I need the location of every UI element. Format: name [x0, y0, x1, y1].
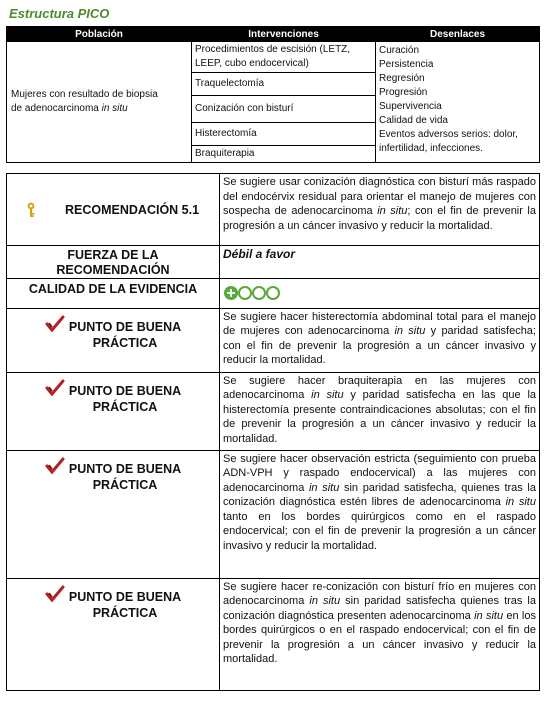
checkmark-icon [45, 315, 65, 333]
intervencion-histerectomia: Histerectomía [192, 123, 376, 146]
rec-text-a: Se sugiere usar conización diagnóstica con bisturí más raspado del endocérvix residual para orientar el manejo de mujeres con sospecha de adenocarcinoma [223, 176, 536, 217]
calidad-label-cell [7, 279, 220, 309]
fuerza-label: FUERZA DE LA RECOMENDACIÓN [56, 248, 170, 277]
desenlace-item: Progresión [379, 87, 428, 98]
bp-label: PUNTO DE BUENA PRÁCTICA [68, 589, 182, 620]
calidad-value-cell [220, 279, 540, 309]
pr3-i: in situ [308, 481, 340, 494]
intervencion-traquelectomia: Traquelectomía [192, 73, 376, 96]
desenlace-item: Calidad de vida [379, 115, 448, 126]
pico-title: Estructura PICO [9, 6, 110, 21]
pr4-i2: in situ [474, 609, 504, 622]
intervencion-escision: Procedimientos de escisión (LETZ, LEEP, cubo endocervical) [192, 42, 376, 73]
bp-label-cell [7, 450, 220, 578]
header-desenlaces: Desenlaces [376, 27, 540, 42]
rec-text-b: ; con el fin de prevenir la progresión a un cáncer invasivo y reducir la mortalidad. [223, 205, 536, 232]
pr4-b: sin paridad satisfecha quienes tras la conización diagnóstica presenten adenocarcinoma [223, 595, 536, 622]
pr4-c: en los bordes quirúrgicos o en el raspado endocervical; con el fin de prevenir la progresión a un cáncer invasivo y reducir la mortalidad. [223, 609, 536, 665]
bp-label-cell [7, 578, 220, 690]
poblacion-line2: de adenocarcinoma [11, 103, 102, 114]
pr1-a: Se sugiere hacer histerectomía abdominal total para el manejo de mujeres con adenocarcinoma [223, 310, 536, 337]
recommendation-table [6, 173, 540, 691]
quality-circle-empty [253, 287, 265, 299]
pr2-i: in situ [311, 389, 344, 401]
desenlace-item: Persistencia [379, 59, 434, 70]
bp-label: PUNTO DE BUENA PRÁCTICA [68, 461, 182, 492]
pr4-i: in situ [309, 595, 341, 607]
practice-text-3 [220, 450, 540, 578]
bp-label: PUNTO DE BUENA PRÁCTICA [68, 383, 182, 414]
bp-label-cell [7, 372, 220, 450]
quality-circle-empty [267, 287, 279, 299]
intervencion-braquiterapia: Braquiterapia [192, 146, 376, 163]
pr3-b: sin paridad satisfecha, quienes tras la conización diagnóstica estén libres de adenocarcinoma [223, 481, 536, 508]
bp-label-cell [7, 308, 220, 372]
pr1-b: y paridad satisfecha; con el fin de prevenir la progresión a un cáncer invasivo y reducir la mortalidad. [223, 325, 536, 366]
practice-text-1 [220, 308, 540, 372]
checkmark-icon [45, 457, 65, 475]
pr2-a: Se sugiere hacer braquiterapia en las mujeres con adenocarcinoma [223, 374, 536, 401]
desenlace-item: Eventos adversos serios: dolor, infertilidad, infecciones. [379, 129, 518, 154]
desenlace-item: Supervivencia [379, 101, 442, 112]
recommendation-label-cell [7, 174, 220, 246]
rec-text-italic: in situ [377, 205, 408, 217]
practice-text-4 [220, 578, 540, 690]
calidad-label: CALIDAD DE LA EVIDENCIA [28, 282, 198, 296]
quality-circles [223, 284, 283, 302]
checkmark-icon [45, 585, 65, 603]
intervencion-conizacion: Conización con bisturí [192, 96, 376, 123]
pr3-a: Se sugiere hacer observación estricta (seguimiento con prueba ADN-VPH y raspado endocervical) a las mujeres con adenocarcinoma [223, 452, 536, 494]
poblacion-line1: Mujeres con resultado de biopsia [11, 89, 158, 100]
pr4-a: Se sugiere hacer re-conización con bisturí frío en mujeres con adenocarcinoma [223, 580, 536, 607]
fuerza-value: Débil a favor [223, 247, 296, 261]
pico-table [6, 26, 540, 163]
desenlace-item: Regresión [379, 73, 425, 84]
pr2-b: y paridad satisfecha en las que la histerectomía presente contraindicaciones absolutas; con el fin de prevenir la progresión a un cáncer invasivo y reducir la mortalidad. [223, 389, 537, 445]
poblacion-cell [7, 42, 192, 163]
fuerza-value-cell [220, 246, 540, 279]
pr1-i: in situ [394, 325, 426, 337]
checkmark-icon [45, 379, 65, 397]
practice-text-2 [220, 372, 540, 450]
poblacion-italic: in situ [101, 103, 128, 114]
desenlace-item: Curación [379, 45, 420, 56]
recommendation-text [220, 174, 540, 246]
header-poblacion: Población [7, 27, 192, 42]
key-icon [25, 202, 37, 218]
bp-label: PUNTO DE BUENA PRÁCTICA [68, 319, 182, 350]
desenlaces-cell [376, 42, 540, 163]
fuerza-label-cell [7, 246, 220, 279]
quality-circle-empty [239, 287, 251, 299]
recommendation-label: RECOMENDACIÓN 5.1 [65, 203, 200, 217]
header-intervenciones: Intervenciones [192, 27, 376, 42]
pr3-i2: in situ [505, 496, 536, 508]
pr3-c: tanto en los bordes quirúrgicos como en el raspado endocervical; con el fin de prevenir la progresión a un cáncer invasivo y reducir la mortalidad. [223, 510, 536, 552]
